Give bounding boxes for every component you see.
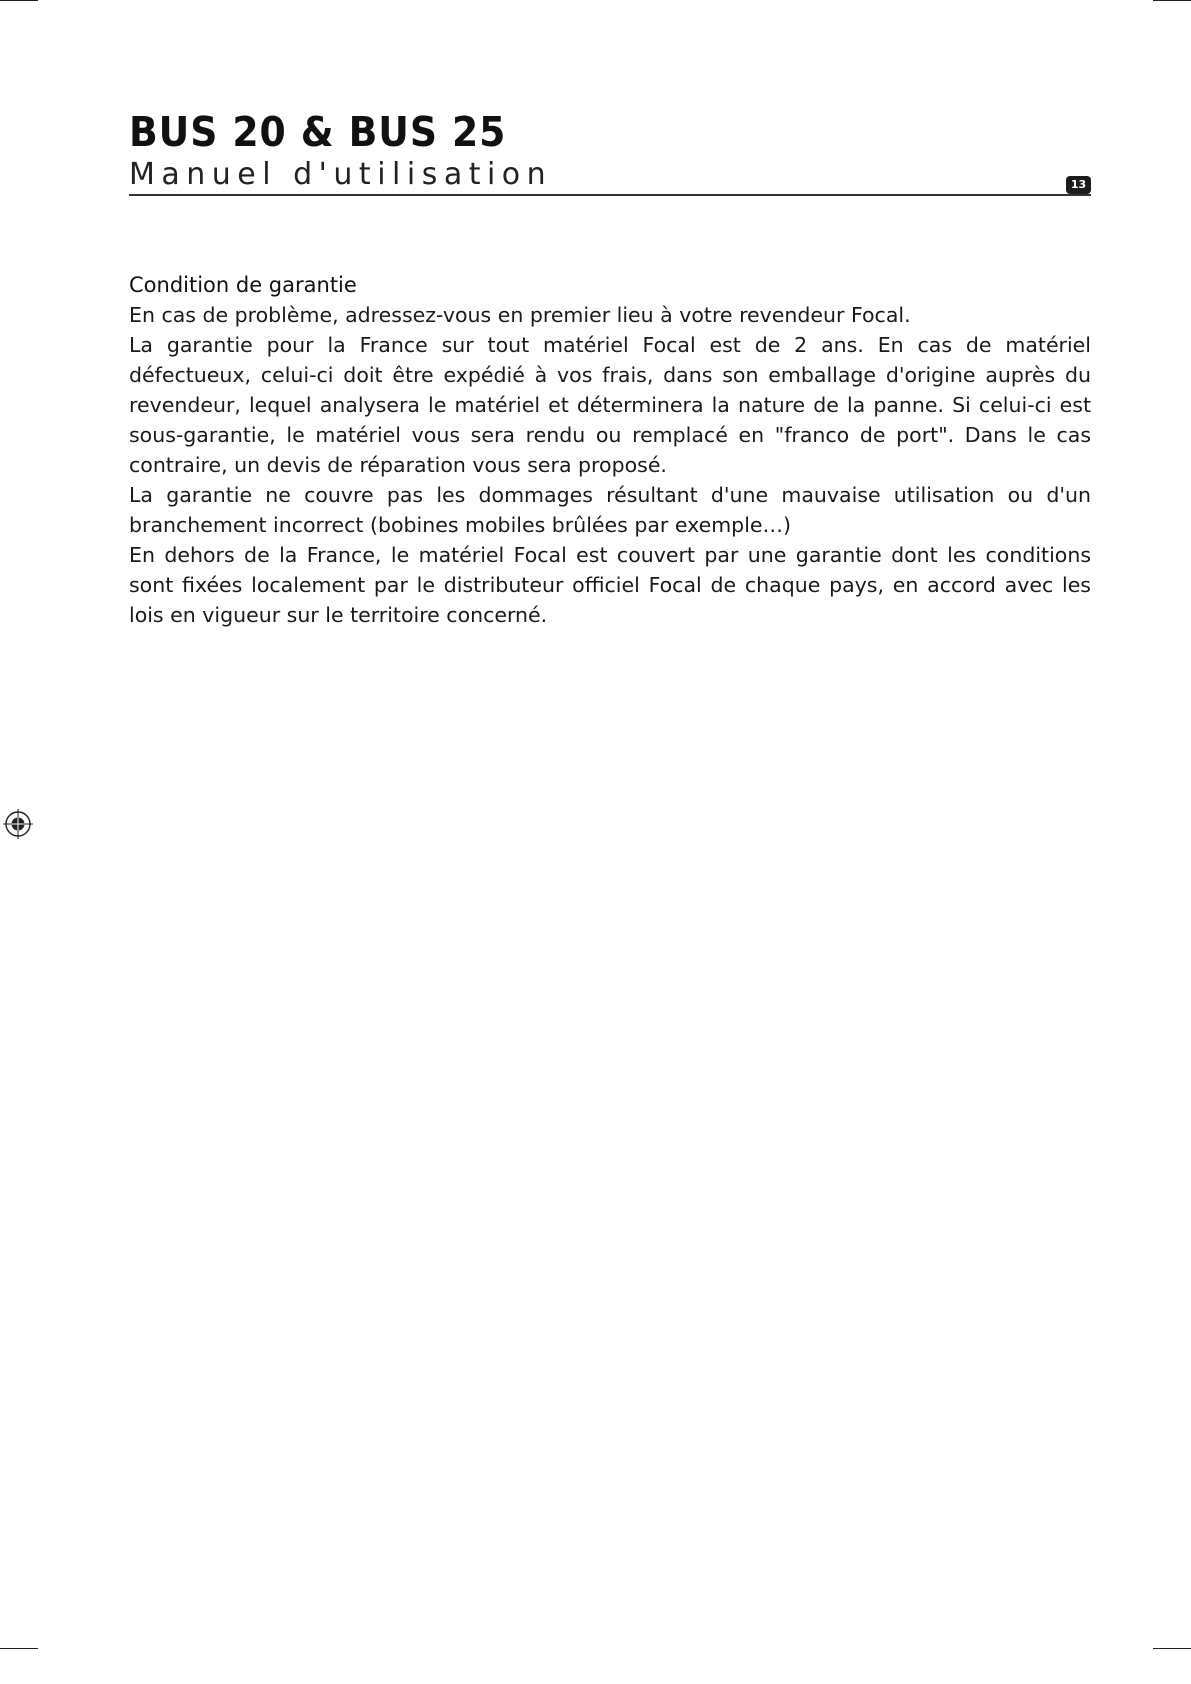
crop-mark-bottom-right <box>1153 1648 1191 1649</box>
crop-mark-bottom-left <box>0 1648 38 1649</box>
crop-mark-top-right <box>1153 0 1191 1</box>
paragraph-warranty-abroad: En dehors de la France, le matériel Focal est couvert par une garantie dont les conditions sont fixées localement par le distributeur officiel Focal de chaque pays, en accord avec les lois en vigueur sur le territoire concerné. <box>129 543 1091 627</box>
paragraph-warranty-exclusions: La garantie ne couvre pas les dommages résultant d'une mauvaise utilisation ou d'un branchement incorrect (bobines mobiles brûlées par exemple…) <box>129 483 1091 537</box>
page-header <box>129 108 1091 194</box>
warranty-section <box>129 270 1091 630</box>
registration-mark-icon <box>3 809 33 839</box>
section-title: Condition de garantie <box>129 273 357 297</box>
crop-mark-top-left <box>0 0 38 1</box>
header-divider <box>129 194 1091 196</box>
document-title: BUS 20 & BUS 25 <box>129 108 507 156</box>
page-number-badge: 13 <box>1066 176 1091 194</box>
paragraph-contact-dealer: En cas de problème, adressez-vous en premier lieu à votre revendeur Focal. <box>129 303 911 327</box>
paragraph-warranty-france: La garantie pour la France sur tout matériel Focal est de 2 ans. En cas de matériel défectueux, celui-ci doit être expédié à vos frais, dans son emballage d'origine auprès du revendeur, lequel analysera le matériel et déterminera la nature de la panne. Si celui-ci est sous-garantie, le matériel vous sera rendu ou remplacé en "franco de port". Dans le cas contraire, un devis de réparation vous sera proposé. <box>129 333 1091 477</box>
document-subtitle: Manuel d'utilisation <box>129 157 553 192</box>
